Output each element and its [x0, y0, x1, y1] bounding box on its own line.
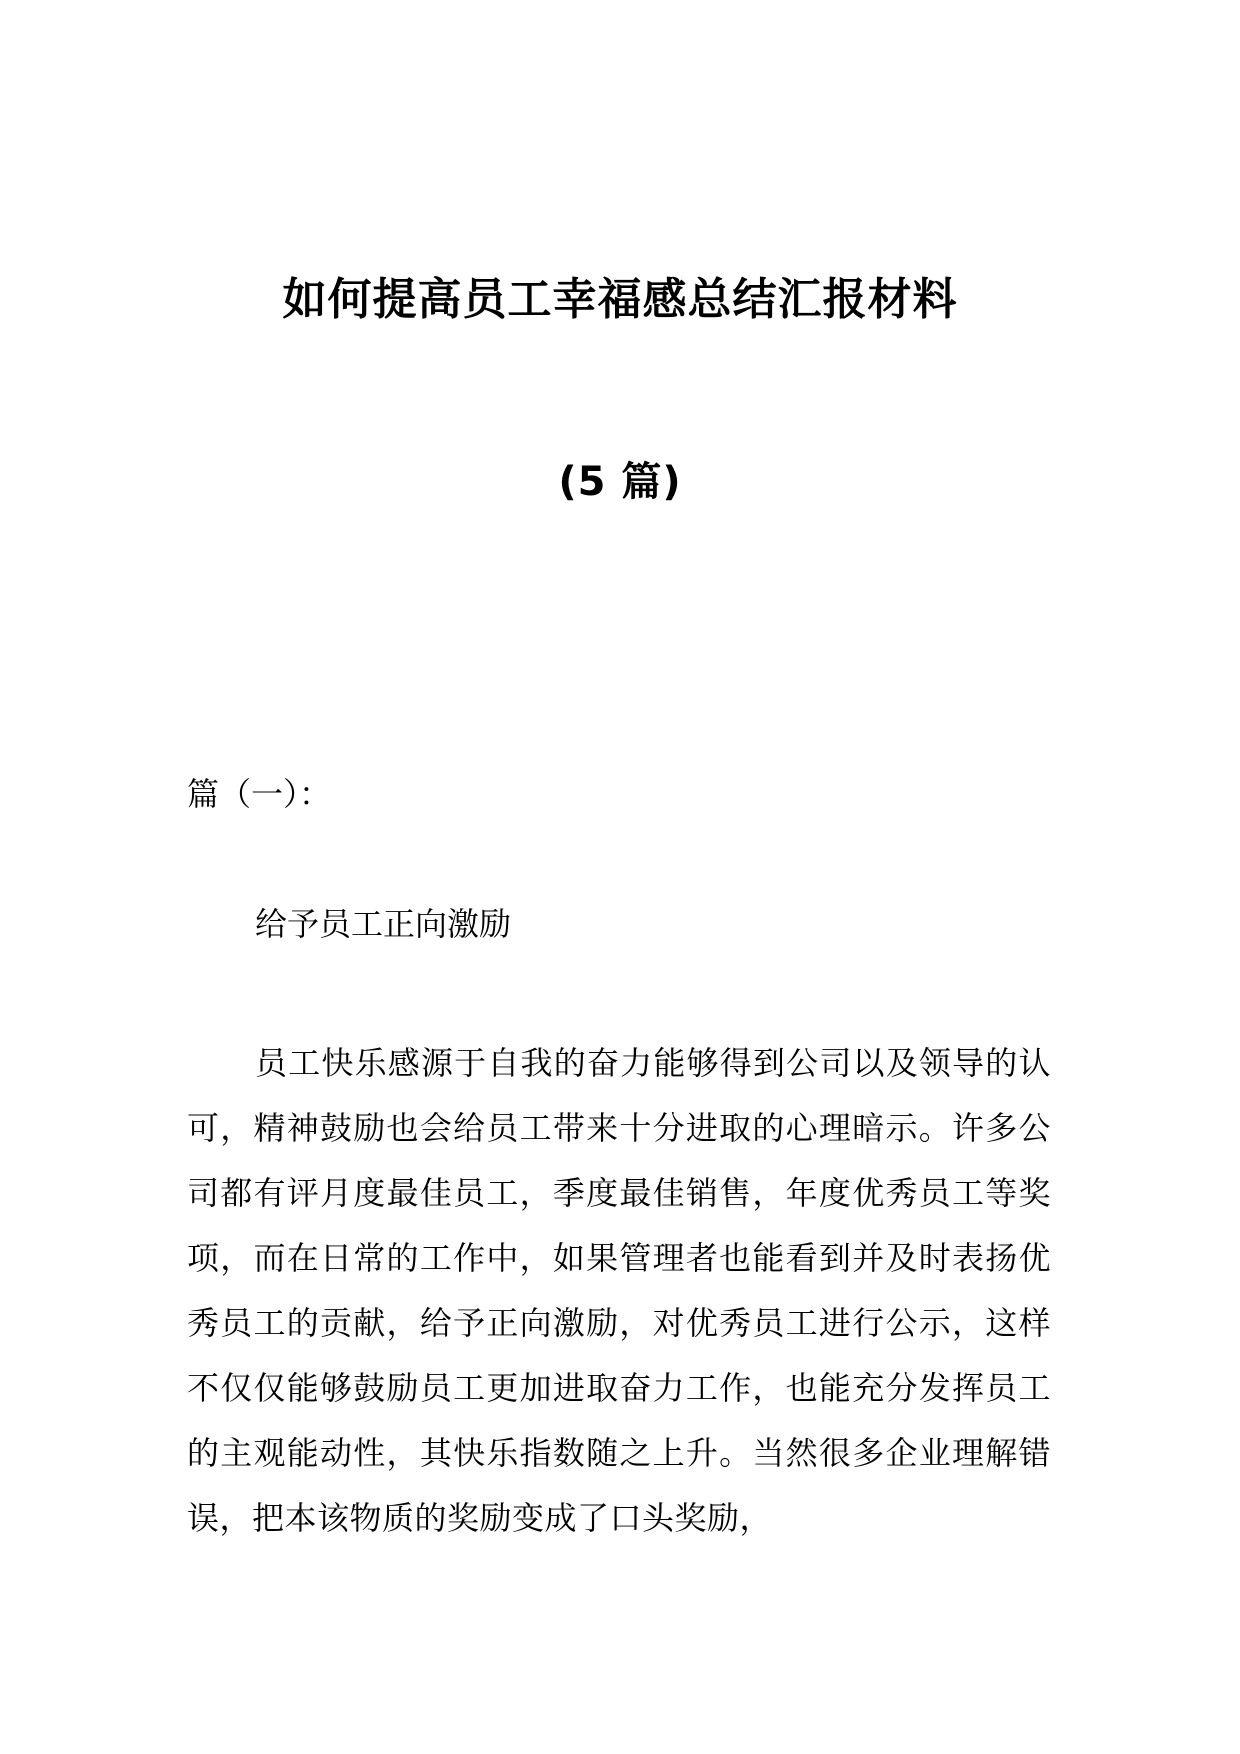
section-label: 篇（一）：	[187, 775, 332, 813]
body-paragraph: 员工快乐感源于自我的奋力能够得到公司以及领导的认可，精神鼓励也会给员工带来十分进取的心理暗示。许多公司都有评月度最佳员工，季度最佳销售，年度优秀员工等奖项，而在日常的工作中，如果管理者也能看到并及时表扬优秀员工的贡献，给予正向激励，对优秀员工进行公示，这样不仅仅能够鼓励员工更加进取奋力工作，也能充分发挥员工的主观能动性，其快乐指数随之上升。当然很多企业理解错误，把本该物质的奖励变成了口头奖励，	[187, 1044, 1051, 1537]
section-subheading: 给予员工正向激励	[255, 905, 512, 943]
document-title: 如何提高员工幸福感总结汇报材料	[282, 274, 958, 325]
document-subtitle: (5 篇)	[558, 459, 682, 505]
